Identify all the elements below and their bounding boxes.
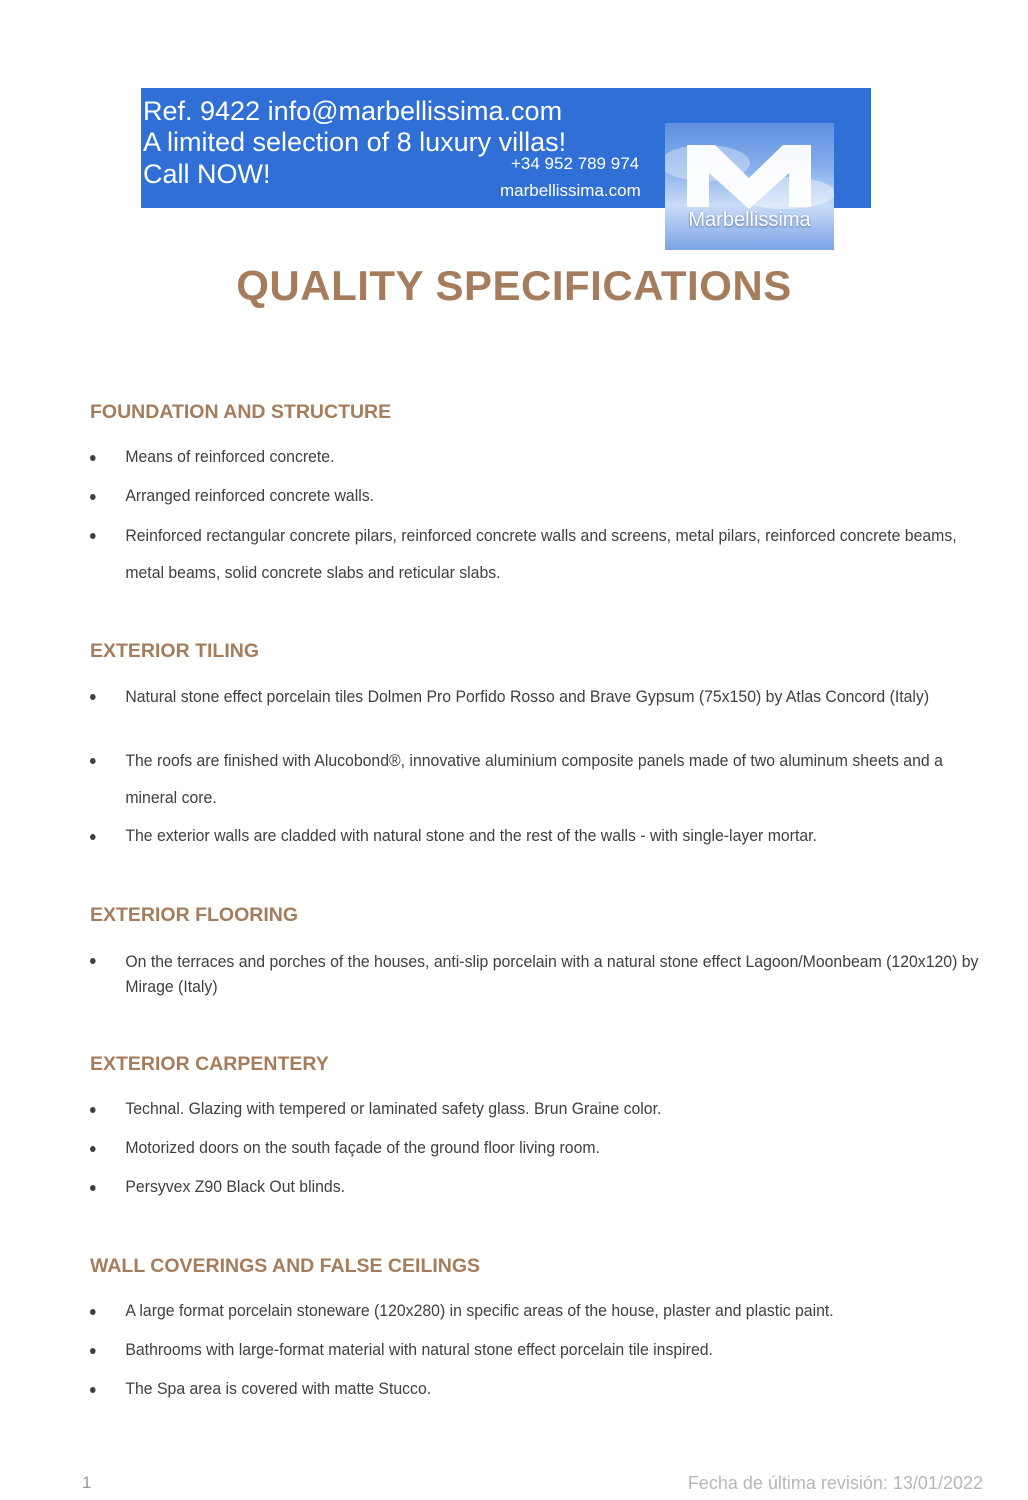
bullet-icon <box>90 1107 96 1113</box>
bullet-icon <box>90 1185 96 1191</box>
list-item-text: Reinforced rectangular concrete pilars, reinforced concrete walls and screens, metal pilars, reinforced concrete beams, metal beams, solid concrete slabs and reticular slabs. <box>125 526 957 582</box>
banner-call-now: Call NOW! <box>143 159 271 189</box>
section-heading: FOUNDATION AND STRUCTURE <box>90 401 392 423</box>
page-title: QUALITY SPECIFICATIONS <box>236 262 792 309</box>
bullet-icon <box>90 694 96 700</box>
section-heading: EXTERIOR FLOORING <box>90 904 299 926</box>
banner-website: marbellissima.com <box>500 181 641 200</box>
bullet-icon <box>90 834 96 840</box>
bullet-icon <box>90 758 96 764</box>
page-number: 1 <box>82 1473 92 1492</box>
section-heading: EXTERIOR TILING <box>90 640 260 662</box>
list-item-text: The exterior walls are cladded with natural stone and the rest of the walls - with single-layer mortar. <box>125 826 817 845</box>
bullet-icon <box>90 494 96 500</box>
section-foundation-structure <box>90 400 990 582</box>
bullet-icon <box>90 1146 96 1152</box>
section-exterior-flooring <box>90 903 990 996</box>
list-item-text: Persyvex Z90 Black Out blinds. <box>125 1177 346 1196</box>
section-exterior-carpentery <box>90 1052 990 1196</box>
bullet-icon <box>90 958 96 964</box>
bullet-icon <box>90 455 96 461</box>
banner-ref-email: Ref. 9422 info@marbellissima.com <box>143 96 563 126</box>
banner-tagline: A limited selection of 8 luxury villas! <box>143 127 567 157</box>
section-wall-coverings-false-ceilings <box>90 1254 990 1398</box>
section-exterior-tiling <box>90 639 990 845</box>
section-heading: EXTERIOR CARPENTERY <box>90 1053 329 1075</box>
list-item-text: Motorized doors on the south façade of the ground floor living room. <box>125 1138 600 1157</box>
marbellissima-logo <box>665 123 834 250</box>
section-heading: WALL COVERINGS AND FALSE CEILINGS <box>90 1255 481 1277</box>
logo-text: Marbellissima <box>688 209 811 231</box>
list-item-text: The Spa area is covered with matte Stucco. <box>125 1379 432 1398</box>
list-item-text: Bathrooms with large-format material with natural stone effect porcelain tile inspired. <box>125 1340 713 1359</box>
list-item-text: A large format porcelain stoneware (120x280) in specific areas of the house, plaster and plastic paint. <box>125 1301 834 1320</box>
bullet-icon <box>90 1348 96 1354</box>
revision-date: Fecha de última revisión: 13/01/2022 <box>687 1473 983 1493</box>
list-item-text: Technal. Glazing with tempered or laminated safety glass. Brun Graine color. <box>125 1099 662 1118</box>
list-item-text: On the terraces and porches of the houses, anti-slip porcelain with a natural stone effect Lagoon/Moonbeam (120x120) by Mirage (Italy) <box>125 952 979 996</box>
list-item-text: The roofs are finished with Alucobond®, innovative aluminium composite panels made of two aluminum sheets and a mineral core. <box>125 751 943 807</box>
bullet-icon <box>90 1387 96 1393</box>
bullet-icon <box>90 1309 96 1315</box>
list-item-text: Natural stone effect porcelain tiles Dolmen Pro Porfido Rosso and Brave Gypsum (75x150) by Atlas Concord (Italy) <box>125 687 930 706</box>
list-item-text: Arranged reinforced concrete walls. <box>125 486 375 505</box>
bullet-icon <box>90 533 96 539</box>
banner-phone: +34 952 789 974 <box>511 154 640 173</box>
list-item-text: Means of reinforced concrete. <box>125 447 335 466</box>
